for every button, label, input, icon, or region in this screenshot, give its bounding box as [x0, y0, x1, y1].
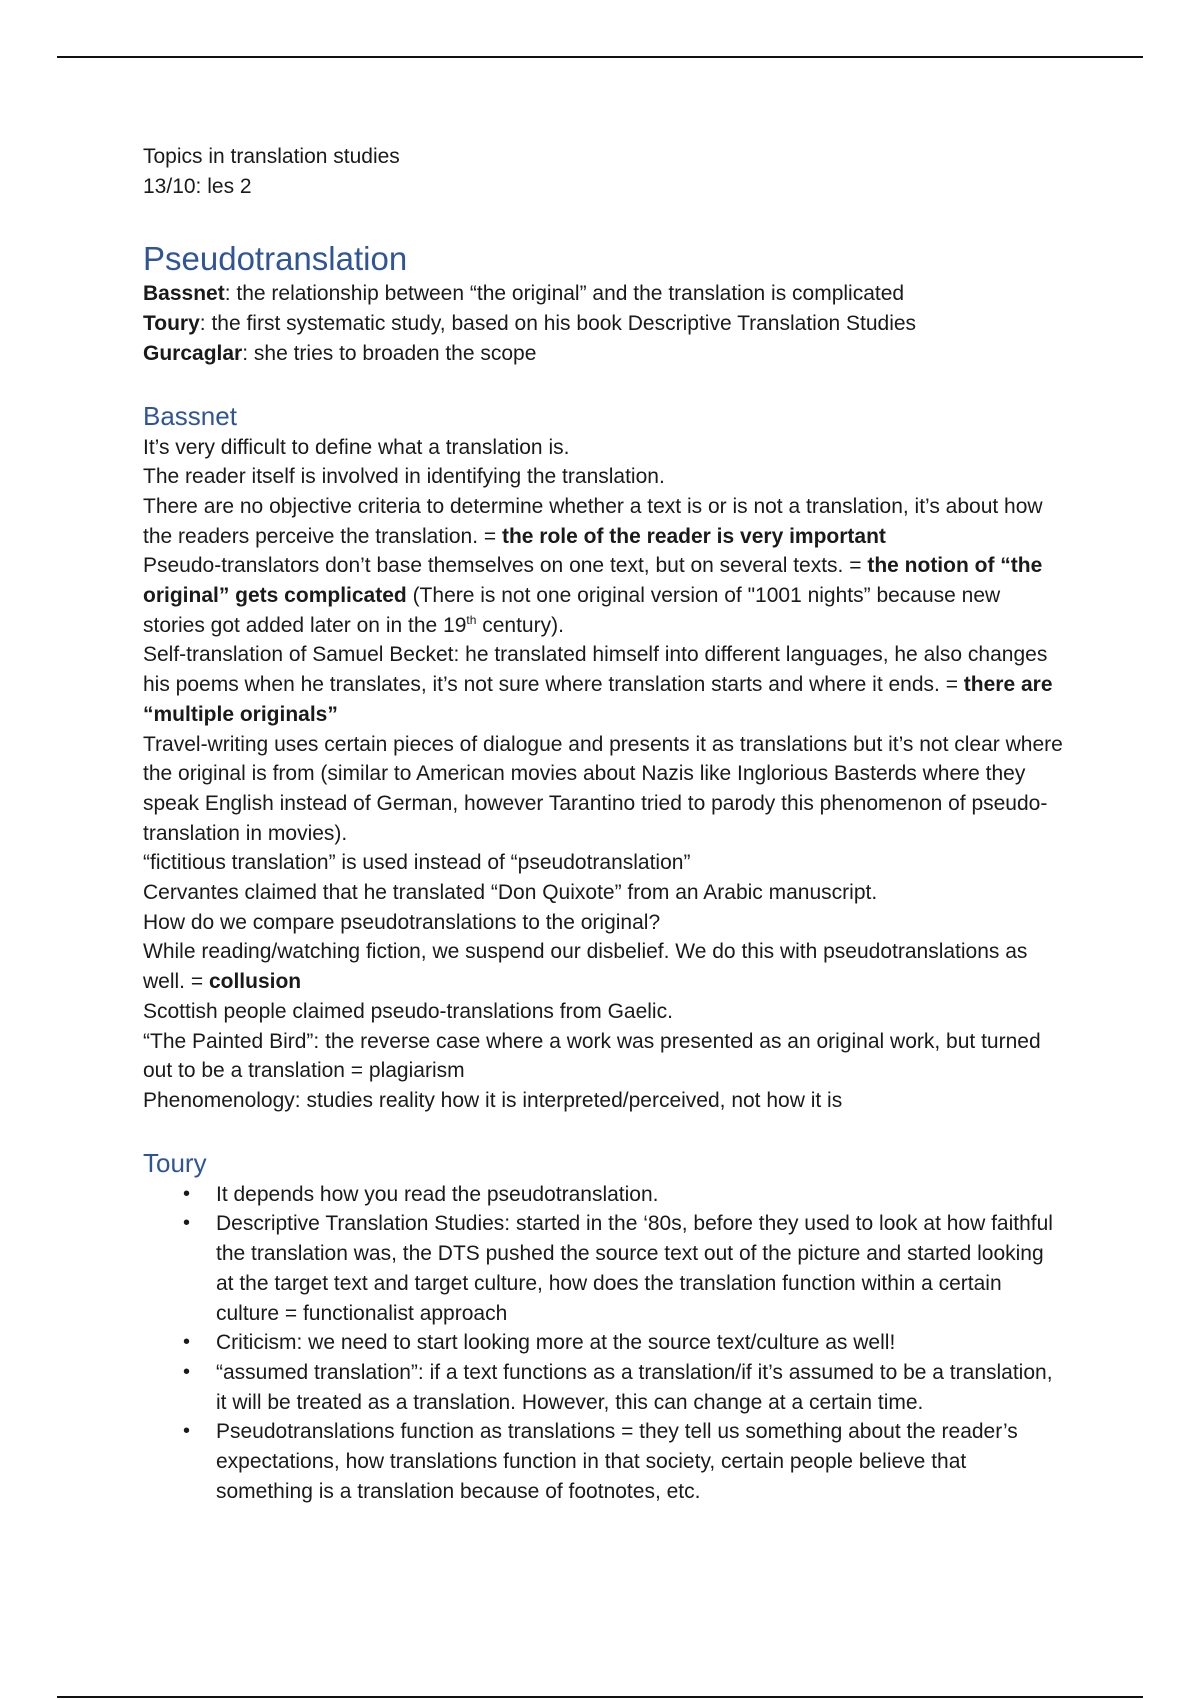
paragraph-text: century). [476, 613, 564, 637]
paragraph-text: There are no objective criteria to determine whether a text is or is not a translation, it’s about how the readers perceive the translation. = [143, 494, 1043, 548]
list-item [143, 1328, 1063, 1358]
paragraph-text: While reading/watching fiction, we suspend our disbelief. We do this with pseudotranslations as well. = [143, 940, 1028, 994]
list-item [143, 1180, 1063, 1210]
summary-gurcaglar [143, 339, 1063, 369]
paragraph: How do we compare pseudotranslations to the original? [143, 910, 661, 934]
summary-name: Gurcaglar [143, 341, 243, 365]
summary-text: : the relationship between “the original” and the translation is complicated [224, 282, 905, 306]
heading-toury: Toury [143, 1147, 207, 1178]
list-item [143, 1417, 1063, 1506]
paragraph: “fictitious translation” is used instead of “pseudotranslation” [143, 851, 691, 875]
paragraph: The reader itself is involved in identifying the translation. [143, 465, 665, 489]
summary-toury [143, 309, 1063, 339]
heading-bassnet: Bassnet [143, 400, 237, 431]
paragraph [143, 492, 1063, 551]
summary-text: : she tries to broaden the scope [242, 341, 537, 365]
paragraph: Scottish people claimed pseudo-translations from Gaelic. [143, 999, 673, 1023]
paragraph: Cervantes claimed that he translated “Don Quixote” from an Arabic manuscript. [143, 881, 878, 905]
paragraph-bold: there are “multiple originals” [143, 673, 1053, 726]
superscript: th [466, 612, 477, 627]
paragraph [143, 551, 1063, 640]
paragraph-text: (There is not one original version of "1001 nights” because new stories got added later on in the 19 [143, 584, 1001, 637]
paragraph: “The Painted Bird”: the reverse case where a work was presented as an original work, but turned out to be a translation = plagiarism [143, 1029, 1041, 1083]
summary-bassnet [143, 279, 1063, 309]
summary-text: : the first systematic study, based on his book Descriptive Translation Studies [199, 312, 917, 336]
list-item-text: Pseudotranslations function as translations = they tell us something about the reader’s expectations, how translations function in that society, certain people believe that something is a translation because of footnotes, etc. [216, 1420, 1018, 1503]
heading-pseudotranslation: Pseudotranslation [143, 240, 408, 278]
paragraph-bold: the role of the reader is very important [501, 524, 886, 548]
list-item-text: Criticism: we need to start looking more at the source text/culture as well! [216, 1331, 896, 1355]
paragraph-bold: the notion of “the original” gets complicated [143, 554, 1043, 608]
bullet-icon: • [183, 1182, 191, 1205]
list-item [143, 1358, 1063, 1417]
paragraph: It’s very difficult to define what a translation is. [143, 435, 570, 459]
list-item-text: Descriptive Translation Studies: started in the ‘80s, before they used to look at how faithful the translation was, the DTS pushed the source text out of the picture and started looking at the target text and target culture, how does the translation function within a certain culture = functionalist approach [216, 1212, 1053, 1325]
bullet-icon: • [183, 1420, 191, 1443]
bottom-rule [57, 1696, 1143, 1698]
paragraph-text: Pseudo-translators don’t base themselves on one text, but on several texts. = [143, 554, 868, 578]
bullet-icon: • [183, 1360, 191, 1383]
document-body [143, 142, 1063, 1506]
summary-name: Bassnet [143, 282, 225, 306]
top-rule [57, 56, 1143, 58]
list-item-text: “assumed translation”: if a text functions as a translation/if it’s assumed to be a translation, it will be treated as a translation. However, this can change at a certain time. [216, 1360, 1053, 1414]
course-title: Topics in translation studies [143, 145, 400, 168]
paragraph-bold: collusion [208, 970, 302, 994]
paragraph [143, 937, 1063, 996]
paragraph: Travel-writing uses certain pieces of dialogue and presents it as translations but it’s not clear where the original is from (similar to American movies about Nazis like Inglorious Basterds where they speak English instead of German, however Tarantino tried to parody this phenomenon of pseudo-translation in movies). [143, 732, 1063, 845]
bullet-icon: • [183, 1331, 191, 1354]
bullet-icon: • [183, 1212, 191, 1235]
list-item-text: It depends how you read the pseudotranslation. [216, 1182, 659, 1206]
paragraph: Phenomenology: studies reality how it is interpreted/perceived, not how it is [143, 1088, 843, 1112]
toury-bullet-list [143, 1180, 1063, 1507]
paragraph-text: Self-translation of Samuel Becket: he translated himself into different languages, he also changes his poems when he translates, it’s not sure where translation starts and where it ends. = [143, 643, 1048, 697]
paragraph [143, 640, 1063, 729]
lesson-date: 13/10: les 2 [143, 174, 252, 198]
list-item [143, 1209, 1063, 1328]
summary-name: Toury [143, 312, 200, 336]
